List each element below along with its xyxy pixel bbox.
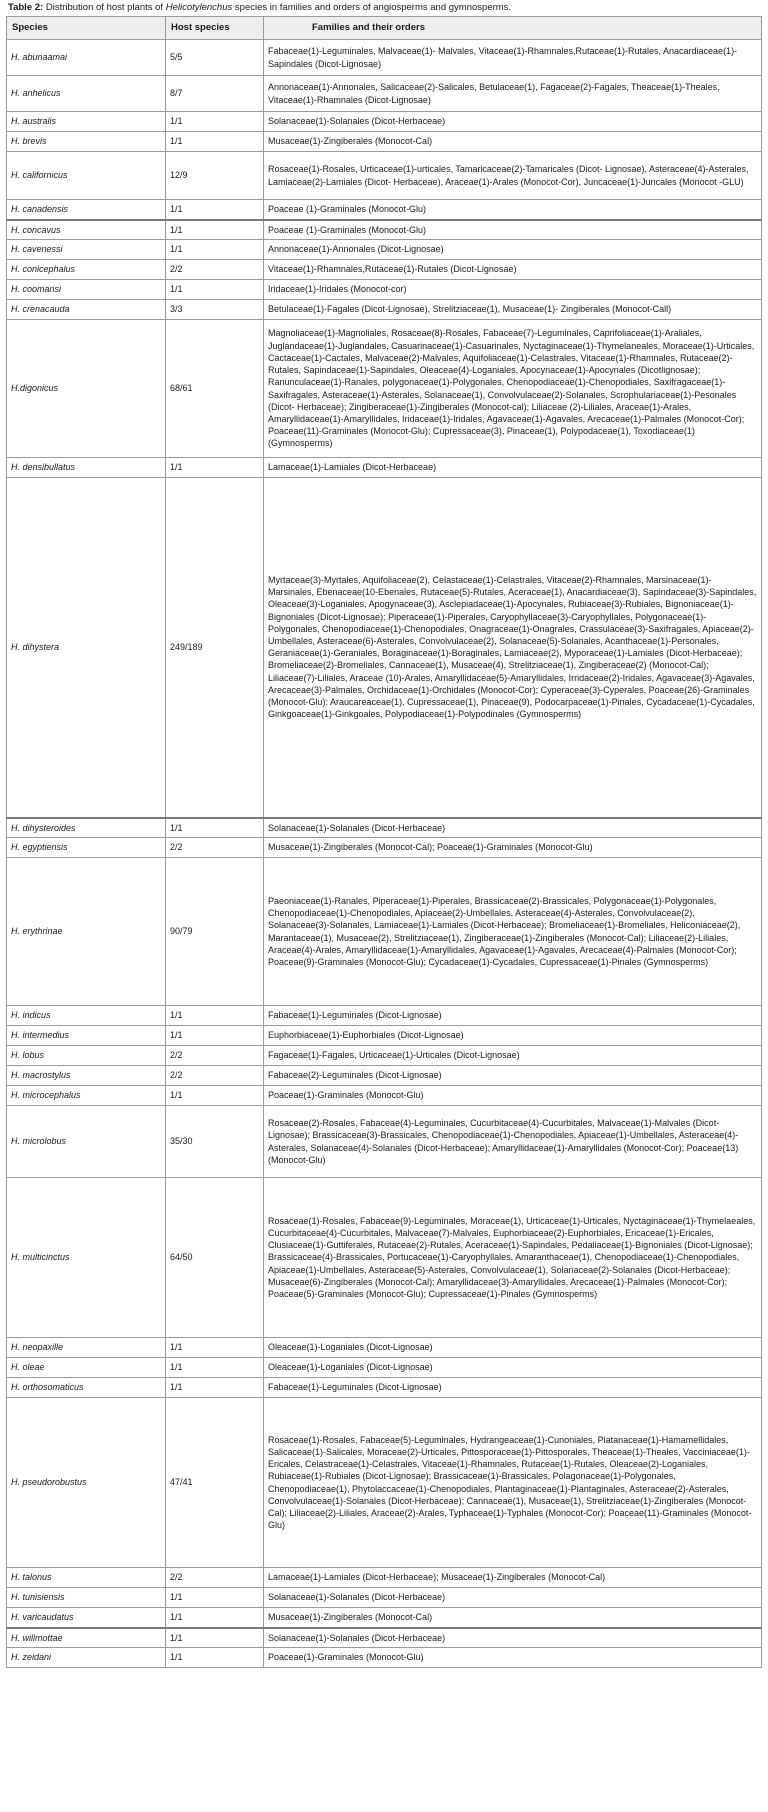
species-cell: H. varicaudatus	[7, 1608, 166, 1628]
species-cell: H. pseudorobustus	[7, 1398, 166, 1568]
table-row	[7, 858, 762, 1006]
families-cell: Rosaceae(1)-Rosales, Fabaceae(5)-Leguminales, Hydrangeaceae(1)-Cunoniales, Platanaceae(1)-Hamamellidales, Salicaceae(1)-Salicales, Moraceae(2)-Urticales, Pittosporaceae(1)-Pittosporales, Theaceae(1)-Theales, Vacciniaceae(1)-Ericales, Celastraceae(1)-Celastrales, Vitaceae(1)-Rhamnales, Rutaceae(1)-Rutales, Oleaceae(2)-Loganiales, Rubiaceae(1)-Rubiales (Dicot-Lignosae); Brassicaceae(1)-Brassicales, Polagonaceae(1)-Polygonales, Chenopodiaceae(1), Phytolaccaceae(1)-Chenopodiales, Plantaginaceae(1)-Plantaginales, Asteraceae(2)-Asterales, Convolvulaceae(1)-Solanales (Dicot-Herbaceae); Cannaceae(1), Musaceae(1), Strelitziaceae(1)-Zingiberales (Monocot-Cal); Liliaceae(2)-Liliales, Araceae(2)-Arales, Typhaceae(1)-Typhales (Monocot-Cor); Poaceae(11)-Graminales (Monocot-Glu)	[264, 1398, 762, 1568]
species-cell: H. californicus	[7, 152, 166, 200]
species-cell: H. tunisiensis	[7, 1588, 166, 1608]
host-count-cell: 2/2	[166, 838, 264, 858]
table-row	[7, 320, 762, 458]
header-species: Species	[7, 17, 166, 40]
table-row	[7, 838, 762, 858]
table-row	[7, 1026, 762, 1046]
families-cell: Solanaceae(1)-Solanales (Dicot-Herbaceae)	[264, 1628, 762, 1648]
species-cell: H. oleae	[7, 1358, 166, 1378]
host-count-cell: 1/1	[166, 1628, 264, 1648]
families-cell: Solanaceae(1)-Solanales (Dicot-Herbaceae)	[264, 112, 762, 132]
species-cell: H. anhelicus	[7, 76, 166, 112]
host-count-cell: 1/1	[166, 1026, 264, 1046]
host-count-cell: 1/1	[166, 458, 264, 478]
host-count-cell: 1/1	[166, 280, 264, 300]
host-count-cell: 12/9	[166, 152, 264, 200]
species-cell: H. multicinctus	[7, 1178, 166, 1338]
species-cell: H. intermedius	[7, 1026, 166, 1046]
host-count-cell: 2/2	[166, 1568, 264, 1588]
table-row	[7, 1006, 762, 1026]
host-count-cell: 1/1	[166, 220, 264, 240]
host-count-cell: 1/1	[166, 200, 264, 220]
species-cell: H. microlobus	[7, 1106, 166, 1178]
host-count-cell: 35/30	[166, 1106, 264, 1178]
host-count-cell: 64/50	[166, 1178, 264, 1338]
families-cell: Iridaceae(1)-Iridales (Monocot-cor)	[264, 280, 762, 300]
host-count-cell: 90/79	[166, 858, 264, 1006]
families-cell: Solanaceae(1)-Solanales (Dicot-Herbaceae)	[264, 1588, 762, 1608]
species-cell: H. coomansi	[7, 280, 166, 300]
species-cell: H. cavenessi	[7, 240, 166, 260]
table-body	[7, 40, 762, 1668]
families-cell: Rosaceae(1)-Rosales, Urticaceae(1)-urticales, Tamaricaceae(2)-Tamaricales (Dicot- Lignosae), Asteraceae(4)-Asterales, Lamiaceae(2)-Lamiales (Dicot- Herbaceae), Araceae(1)-Arales (Monocot-Cor), Juncaceae(1)-Juncales (Monocot -GLU)	[264, 152, 762, 200]
families-cell: Euphorbiaceae(1)-Euphorbiales (Dicot-Lignosae)	[264, 1026, 762, 1046]
families-cell: Lamaceae(1)-Lamiales (Dicot-Herbaceae); Musaceae(1)-Zingiberales (Monocot-Cal)	[264, 1568, 762, 1588]
host-count-cell: 47/41	[166, 1398, 264, 1568]
families-cell: Rosaceae(1)-Rosales, Fabaceae(9)-Leguminales, Moraceae(1), Urticaceae(1)-Urticales, Nyctaginaceae(1)-Thymelaeales, Cucurbitaceae(4)-Cucurbitales, Malvaceae(7)-Malvales, Euphorbiaceae(2)-Euphorbiales, Ericaceae(1)-Ericales, Clusiaceae(1)-Guttiferales, Rutaceae(2)-Rutales, Aceraceae(1)-Sapindales, Pedaliaceae(1)-Bignoniales (Dicot-Lignosae); Brassicaceae(4)-Brassicales, Portucaceae(1)-Caryophyllales, Amaranthaceae(1), Chenopodiaceae(1)-Chenopodiales, Apiaceae(1)-Umbellales, Asteraceae(5)-Asterales, Convolvulaceae(1), Solanaceae(2)-Solanales (Dicot-Herbaceae); Musaceae(6)-Zingiberales (Monocot-Cal); Amaryllidaceae(3)-Amaryllidales, Arecaceae(1)-Palmales (Monocot-Cor); Poaceae(5)-Graminales (Monocot-Glu); Cupressaceae(1)-Pinales (Gymnosperms)	[264, 1178, 762, 1338]
families-cell: Fabaceae(2)-Leguminales (Dicot-Lignosae)	[264, 1066, 762, 1086]
families-cell: Fabaceae(1)-Leguminales, Malvaceae(1)- Malvales, Vitaceae(1)-Rhamnales,Rutaceae(1)-Rutales, Anacardiaceae(1)-Sapindales (Dicot-Lignosae)	[264, 40, 762, 76]
table-row	[7, 200, 762, 220]
host-count-cell: 1/1	[166, 1086, 264, 1106]
families-cell: Oleaceae(1)-Loganiales (Dicot-Lignosae)	[264, 1338, 762, 1358]
families-cell: Oleaceae(1)-Loganiales (Dicot-Lignosae)	[264, 1358, 762, 1378]
host-count-cell: 1/1	[166, 132, 264, 152]
host-count-cell: 68/61	[166, 320, 264, 458]
host-count-cell: 1/1	[166, 1378, 264, 1398]
table-row	[7, 240, 762, 260]
table-row	[7, 152, 762, 200]
families-cell: Fabaceae(1)-Leguminales (Dicot-Lignosae)	[264, 1006, 762, 1026]
species-cell: H. willmottae	[7, 1628, 166, 1648]
table-row	[7, 112, 762, 132]
caption-text-before: Distribution of host plants of	[45, 2, 164, 13]
host-count-cell: 2/2	[166, 260, 264, 280]
header-families: Families and their orders	[264, 17, 762, 40]
species-cell: H. concavus	[7, 220, 166, 240]
host-count-cell: 2/2	[166, 1066, 264, 1086]
families-cell: Rosaceae(2)-Rosales, Fabaceae(4)-Leguminales, Cucurbitaceae(4)-Cucurbitales, Malvaceae(1)-Malvales (Dicot-Lignosae); Brassicaceae(3)-Brassicales, Chenopodiaceae(1)-Chenopodiales, Apiaceae(1)-Umbellales, Asteraceae(4)-Asterales, Solanaceae(4)-Solanales (Dicot-Herbaceae); Amaryllidaceae(1)-Amaryllidales (Monocot-Cor); Poaceae(13) (Monocot-Glu)	[264, 1106, 762, 1178]
host-count-cell: 1/1	[166, 1648, 264, 1668]
caption-genus: Helicotylenchus	[165, 2, 233, 13]
species-cell: H.digonicus	[7, 320, 166, 458]
table-row	[7, 478, 762, 818]
species-cell: H. egyptiensis	[7, 838, 166, 858]
table-row	[7, 132, 762, 152]
species-cell: H. australis	[7, 112, 166, 132]
families-cell: Fagaceae(1)-Fagales, Urticaceae(1)-Urticales (Dicot-Lignosae)	[264, 1046, 762, 1066]
families-cell: Betulaceae(1)-Fagales (Dicot-Lignosae), Strelitziaceae(1), Musaceae(1)- Zingiberales (Monocot-Call)	[264, 300, 762, 320]
host-count-cell: 3/3	[166, 300, 264, 320]
families-cell: Musaceae(1)-Zingiberales (Monocot-Cal)	[264, 132, 762, 152]
table-row	[7, 1378, 762, 1398]
families-cell: Poaceae(1)-Graminales (Monocot-Glu)	[264, 1086, 762, 1106]
table-row	[7, 220, 762, 240]
families-cell: Myrtaceae(3)-Myrtales, Aquifoliaceae(2), Celastaceae(1)-Celastrales, Vitaceae(2)-Rhamnales, Marsinaceae(1)-Marsinales, Ebenaceae(10-Ebenales, Rutaceae(5)-Rutales, Aceraceae(1), Anacardiaceae(3), Sapindaceae(3)-Sapindales, Oleaceae(3)-Loganiales, Apogynaceae(3), Asclepiadaceae(1)-Apocynales, Rubiaceae(3)-Rubiales, Bignoniaceae(1)-Bignoniales (Dicot-Lignosae); Piperaceae(1)-Piperales, Caryophyllaceae(3)-Caryophyllales, Polygonaceae(1)-Polygonales, Chenopodiaceae(1)-Chenopodiales, Onagraceae(1)-Onagrales, Crassulaceae(3)-Saxifragales, Apiaceae(2)-Umbellales, Asteraceae(6)-Asterales, Convolvulaceae(2), Solanaceae(5)-Solanales, Acanthaceae(1)-Personales, Geraniaceae(1)-Geraniales, Boraginaceae(1)-Boraginales, Lamiaceae(2), Myporaceae(1)-Lamiales (Dicot-Herbaceae); Bromeliaceae(2)-Bromeliales, Cannaceae(1), Musaceae(4), Strelitziaceae(1), Zingiberaceae(2) (Monocot-Cal); Liliaceae(7)-Liliales, Araceae (10)-Arales, Amaryllidaceae(5)-Amaryllidales, Irridaceae(2)-Iridales, Agavaceae(3)-Agavales, Arecaceae(3)-Palmales, Orchidaceae(1)-Orchidales (Monocot-Cor); Cyperaceae(3)-Cyperales, Poaceae(26)-Graminales (Monocot-Glu); Araucareaceae(1), Cupressaceae(1), Pinaceae(9), Podocarpaceae(1)-Pinales, Cycadaceae(1)-Cycadales, Ginkgoaceae(1)-Ginkgoales, Polypodiaceae(1)-Polypodinales (Gymnosperms)	[264, 478, 762, 818]
host-count-cell: 1/1	[166, 240, 264, 260]
host-count-cell: 1/1	[166, 1608, 264, 1628]
families-cell: Poaceae (1)-Graminales (Monocot-Glu)	[264, 220, 762, 240]
table-caption	[6, 0, 762, 16]
host-count-cell: 1/1	[166, 818, 264, 838]
table-row	[7, 1398, 762, 1568]
host-count-cell: 8/7	[166, 76, 264, 112]
families-cell: Fabaceae(1)-Leguminales (Dicot-Lignosae)	[264, 1378, 762, 1398]
host-count-cell: 1/1	[166, 1588, 264, 1608]
host-count-cell: 5/5	[166, 40, 264, 76]
table-row	[7, 1628, 762, 1648]
table-row	[7, 1338, 762, 1358]
species-cell: H. erythrinae	[7, 858, 166, 1006]
host-count-cell: 1/1	[166, 1338, 264, 1358]
table-row	[7, 260, 762, 280]
families-cell: Musaceae(1)-Zingiberales (Monocot-Cal); Poaceae(1)-Graminales (Monocot-Glu)	[264, 838, 762, 858]
families-cell: Annonaceae(1)-Annonales, Salicaceae(2)-Salicales, Betulaceae(1), Fagaceae(2)-Fagales, Theaceae(1)-Theales, Vitaceae(1)-Rhamnales (Dicot-Lignosae)	[264, 76, 762, 112]
families-cell: Magnoliaceae(1)-Magnoliales, Rosaceae(8)-Rosales, Fabaceae(7)-Leguminales, Caprifoliaceae(1)-Araliales, Juglandaceae(1)-Juglandales, Casuarinaceae(1)-Casuarinales, Nyctaginaceae(1)-Thymelaneales, Moraceae(1)-Urticales, Cactaceae(1)-Cactales, Malvaceae(2)-Malvales, Aquifoliaceae(1)-Celastrales, Vitaceae(1)-Rhamnales, Rutaceae(2)-Rutales, Sapindaceae(1)-Sapindales, Oleaceae(4)-Loganiales, Apocynaceae(1)-Apocynales (Dicotlignosae); Ranunculaceae(1)-Ranales, polygonaceae(1)-Polygonales, Chenopodiaceae(1)-Chenopodiales, Saxifragaceae(1)-Saxifragales, Asteraceae(1)-Asterales, Solanaceae(1), Convolvulaceae(2)-Solanales, Scrophulariaceae(1)-Pesonales (Dicot- Herbaceae); Zingiberaceae(1)-Zingiberales (Monocot-cal); Liliaceae (2)-Liliales, Araceae(1)-Arales, Amaryllidaceae(1)-Amaryllidales, Iridaceae(1)-Iridales, Agavaceae(1)-Agavales, Arecaceae(1)-Palmales (Monocot-Cor); Poaceae(11)-Graminales (Monocot-Glu); Cupressaceae(3), Pinaceae(1), Polypodaceae(1), Toxodiaceae(1) (Gymnosperms)	[264, 320, 762, 458]
table-row	[7, 1608, 762, 1628]
families-cell: Poaceae (1)-Graminales (Monocot-Glu)	[264, 200, 762, 220]
table-row	[7, 40, 762, 76]
species-cell: H. orthosomaticus	[7, 1378, 166, 1398]
table-row	[7, 1046, 762, 1066]
table-row	[7, 1358, 762, 1378]
table-row	[7, 1086, 762, 1106]
table-row	[7, 1568, 762, 1588]
families-cell: Vitaceae(1)-Rhamnales,Rutaceae(1)-Rutales (Dicot-Lignosae)	[264, 260, 762, 280]
species-cell: H. dihystera	[7, 478, 166, 818]
host-count-cell: 1/1	[166, 112, 264, 132]
species-cell: H. talonus	[7, 1568, 166, 1588]
species-cell: H. brevis	[7, 132, 166, 152]
families-cell: Paeoniaceae(1)-Ranales, Piperaceae(1)-Piperales, Brassicaceae(2)-Brassicales, Polygonaceae(1)-Polygonales, Chenopodiaceae(1)-Chenopodiales, Apiaceae(2)-Umbellales, Asteraceae(4)-Asterales, Convolvulaceae(2), Solanaceae(3)-Solanales, Lamiaceae(1)-Lamiales (Dicot-Herbaceae); Bromeliaceae(1)-Bromeliales, Heliconiaceae(2), Marantaceae(1), Musaceae(2), Strelitziaceae(1), Zingiberaceae(1)-Zingiberales (Monocot-Cal); Liliaceae(2)-Liliales, Araceae(4)-Arales, Amaryllidaceae(1)-Amaryllidales, Agavaceae(1)-Agavales, Arecaceae(4)-Palmales (Monocot-Cor); Poaceae(9)-Graminales (Monocot-Glu); Cycadaceae(1)-Cycadales, Cupressaceae(1)-Pinales (Gymnosperms)	[264, 858, 762, 1006]
families-cell: Annonaceae(1)-Annonales (Dicot-Lignosae)	[264, 240, 762, 260]
species-cell: H. canadensis	[7, 200, 166, 220]
species-cell: H. abunaamai	[7, 40, 166, 76]
host-count-cell: 2/2	[166, 1046, 264, 1066]
table-row	[7, 818, 762, 838]
caption-text-after: species in families and orders of angiosperms and gymnosperms.	[234, 2, 512, 13]
families-cell: Musaceae(1)-Zingiberales (Monocot-Cal)	[264, 1608, 762, 1628]
species-cell: H. densibullatus	[7, 458, 166, 478]
host-count-cell: 1/1	[166, 1358, 264, 1378]
table-row	[7, 1648, 762, 1668]
table-row	[7, 1106, 762, 1178]
species-cell: H. lobus	[7, 1046, 166, 1066]
table-row	[7, 1178, 762, 1338]
species-cell: H. conicephalus	[7, 260, 166, 280]
host-count-cell: 1/1	[166, 1006, 264, 1026]
table-row	[7, 1066, 762, 1086]
species-cell: H. crenacauda	[7, 300, 166, 320]
families-cell: Poaceae(1)-Graminales (Monocot-Glu)	[264, 1648, 762, 1668]
species-cell: H. zeidani	[7, 1648, 166, 1668]
table-row	[7, 458, 762, 478]
species-cell: H. microcephalus	[7, 1086, 166, 1106]
table-row	[7, 76, 762, 112]
table-header-row	[7, 17, 762, 40]
header-host-species: Host species	[166, 17, 264, 40]
caption-label: Table 2:	[8, 2, 44, 13]
host-count-cell: 249/189	[166, 478, 264, 818]
species-cell: H. indicus	[7, 1006, 166, 1026]
table-row	[7, 300, 762, 320]
species-cell: H. dihysteroides	[7, 818, 166, 838]
species-cell: H. neopaxille	[7, 1338, 166, 1358]
table-row	[7, 1588, 762, 1608]
host-plants-table	[6, 16, 762, 1668]
families-cell: Solanaceae(1)-Solanales (Dicot-Herbaceae)	[264, 818, 762, 838]
families-cell: Lamaceae(1)-Lamiales (Dicot-Herbaceae)	[264, 458, 762, 478]
table-row	[7, 280, 762, 300]
species-cell: H. macrostylus	[7, 1066, 166, 1086]
